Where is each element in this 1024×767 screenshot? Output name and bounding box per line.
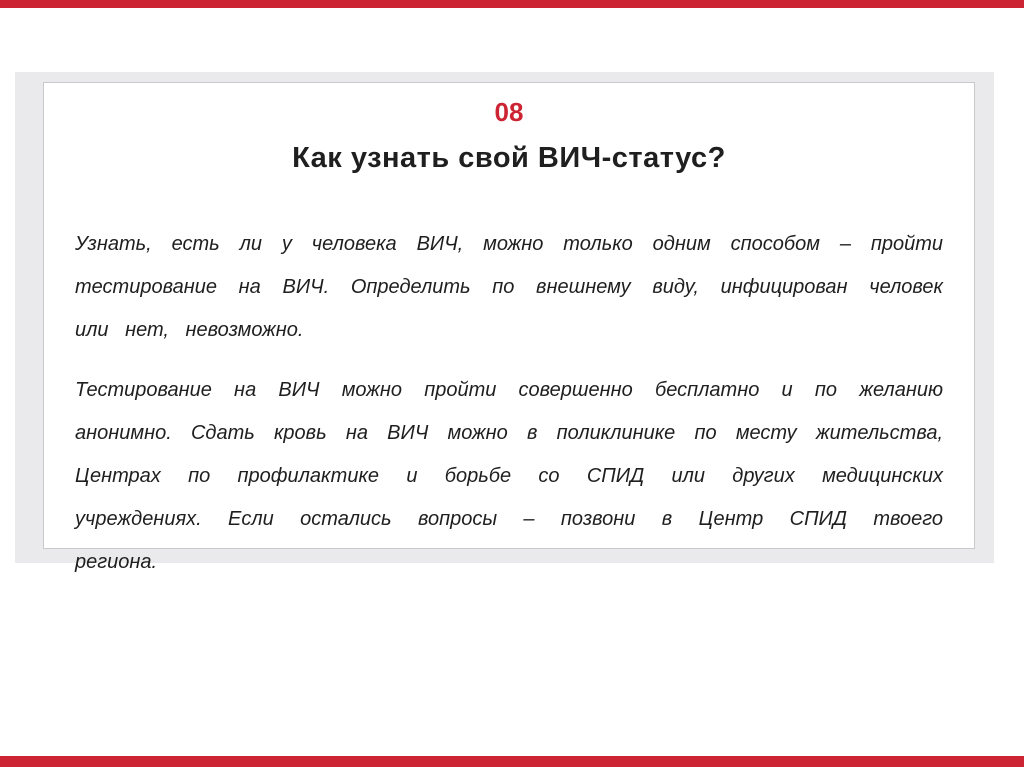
- slide-card: [43, 82, 975, 573]
- slide-body: [44, 223, 974, 584]
- bottom-accent-bar: [0, 756, 1024, 767]
- slide-number: 08: [494, 97, 524, 127]
- slide-title: Как узнать свой ВИЧ-статус?: [292, 142, 726, 174]
- paragraph-testing-only-way: Узнать, есть ли у человека ВИЧ, можно только одним способом – пройти тестирование на ВИЧ. Определить по внешнему виду, инфицирован человек или нет, невозможно.: [75, 233, 943, 341]
- top-accent-bar: [0, 0, 1024, 8]
- paragraph-where-to-test: Тестирование на ВИЧ можно пройти совершенно бесплатно и по желанию анонимно. Сдать кровь на ВИЧ можно в поликлинике по месту жительства, Центрах по профилактике и борьбе со СПИД или других медицинских учреждениях. Если остались вопросы – позвони в Центр СПИД твоего региона.: [75, 379, 943, 573]
